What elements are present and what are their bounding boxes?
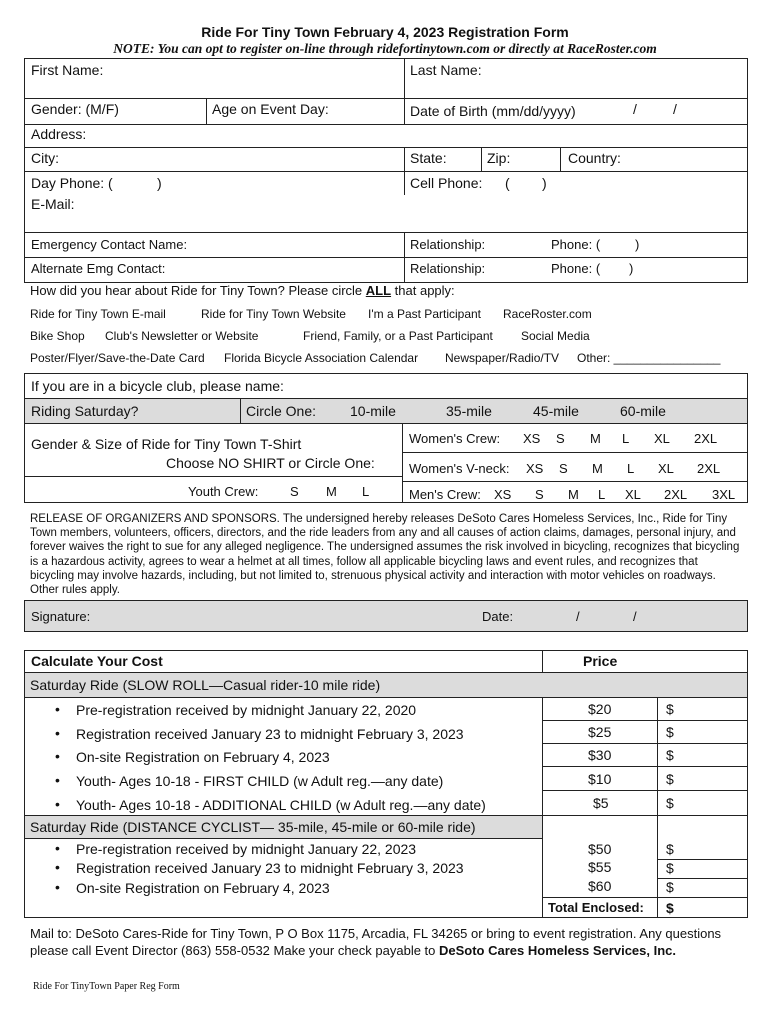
cost-item-amount[interactable]: $ [666, 701, 674, 717]
riding-saturday-label: Riding Saturday? [31, 403, 139, 419]
club-field[interactable]: If you are in a bicycle club, please name: [31, 378, 284, 394]
relationship-field[interactable]: Relationship: [410, 237, 486, 252]
shirt-size[interactable]: M [326, 484, 337, 499]
shirt-size[interactable]: XL [625, 487, 641, 502]
cell-phone-field[interactable]: Cell Phone: [410, 175, 483, 191]
gender-field[interactable]: Gender: (M/F) [31, 101, 119, 117]
day-phone-field[interactable]: Day Phone: ( [31, 175, 113, 191]
hear-question: How did you hear about Ride for Tiny Town? Please circle ALL that apply: [30, 283, 455, 298]
emergency-phone-field[interactable]: Phone: ( [551, 237, 601, 252]
hear-option[interactable]: RaceRoster.com [503, 307, 592, 321]
cost-item-label: Youth- Ages 10-18 - ADDITIONAL CHILD (w Adult reg.—any date) [76, 797, 486, 813]
release-text: RELEASE OF ORGANIZERS AND SPONSORS. The undersigned hereby releases DeSoto Cares Homeless Services, Inc., Ride for Tiny Town members, volunteers, officers, directors, and the ride leaders from any and all causes of action claims, damages, personal injury, and forever waives the right to sue for any alleged negligence. The undersigned assumes the risk involved in bicycling, recognizes that bicycling is a hazardous activity, agrees to wear a helmet at all times, follow all applicable bicycling laws and event rules, and recognizes that bicycling may involve hazards, including, but not limited to, strenuous physical activity and interaction with motor vehicles on roadways. Other rules apply. [30, 513, 740, 597]
day-phone-close: ) [157, 175, 162, 191]
cost-item-price: $30 [588, 747, 612, 763]
country-field[interactable]: Country: [568, 150, 621, 166]
ride-option-35[interactable]: 35-mile [446, 403, 492, 419]
cost-item-label: On-site Registration on February 4, 2023 [76, 880, 330, 896]
shirt-size[interactable]: M [568, 487, 579, 502]
circle-one-label: Circle One: [246, 403, 317, 419]
womens-vneck-label: Women's V-neck: [409, 461, 510, 476]
shirt-size[interactable]: M [592, 461, 603, 476]
first-name-field[interactable]: First Name: [31, 62, 104, 78]
hear-option[interactable]: I'm a Past Participant [368, 307, 482, 321]
alternate-contact-field[interactable]: Alternate Emg Contact: [31, 261, 166, 276]
youth-crew-label: Youth Crew: [188, 484, 259, 499]
total-enclosed-amount[interactable]: $ [666, 900, 674, 916]
cost-item-label: Registration received January 23 to midnight February 3, 2023 [76, 726, 464, 742]
hear-option[interactable]: Newspaper/Radio/TV [445, 351, 560, 365]
signature-date-field[interactable]: Date: [482, 609, 514, 624]
shirt-label-line1: Gender & Size of Ride for Tiny Town T-Shirt [31, 436, 302, 452]
ride-option-60[interactable]: 60-mile [620, 403, 666, 419]
city-field[interactable]: City: [31, 150, 59, 166]
total-enclosed-label: Total Enclosed: [548, 900, 644, 915]
mens-crew-label: Men's Crew: [409, 487, 481, 502]
cost-item-label: Youth- Ages 10-18 - FIRST CHILD (w Adult reg.—any date) [76, 773, 444, 789]
shirt-size[interactable]: L [627, 461, 635, 476]
cost-item-amount[interactable]: $ [666, 747, 674, 763]
bullet: • [55, 859, 60, 875]
cost-item-amount[interactable]: $ [666, 724, 674, 740]
date-slash: / [576, 609, 580, 624]
cost-item-amount[interactable]: $ [666, 841, 674, 857]
bullet: • [55, 772, 60, 788]
shirt-size[interactable]: L [622, 431, 630, 446]
cost-item-amount[interactable]: $ [666, 795, 674, 811]
cost-item-price: $5 [593, 795, 609, 811]
shirt-size[interactable]: M [590, 431, 601, 446]
ride-option-10[interactable]: 10-mile [350, 403, 396, 419]
shirt-label-line2: Choose NO SHIRT or Circle One: [166, 455, 375, 471]
online-note: NOTE: You can opt to register on-line through ridefortinytown.com or directly at RaceRoster.com [113, 41, 657, 56]
cost-item-price: $25 [588, 724, 612, 740]
cost-item-amount[interactable]: $ [666, 771, 674, 787]
shirt-size[interactable]: S [535, 487, 544, 502]
womens-crew-label: Women's Crew: [409, 431, 501, 446]
shirt-size[interactable]: XL [658, 461, 674, 476]
dob-field[interactable]: Date of Birth (mm/dd/yyyy) [410, 103, 576, 119]
hear-option[interactable]: Poster/Flyer/Save-the-Date Card [30, 351, 205, 365]
hear-option[interactable]: Florida Bicycle Association Calendar [224, 351, 419, 365]
shirt-size[interactable]: 2XL [697, 461, 721, 476]
signature-bar [24, 600, 748, 632]
hear-option-other[interactable]: Other: ________________ [577, 351, 721, 365]
address-field[interactable]: Address: [31, 126, 87, 142]
email-field[interactable]: E-Mail: [31, 196, 75, 212]
shirt-size[interactable]: 2XL [694, 431, 718, 446]
distance-heading: Saturday Ride (DISTANCE CYCLIST— 35-mile, 45-mile or 60-mile ride) [30, 819, 476, 835]
shirt-size[interactable]: XL [654, 431, 670, 446]
hear-option[interactable]: Ride for Tiny Town Website [201, 307, 346, 321]
hear-option[interactable]: Bike Shop [30, 329, 85, 343]
shirt-size[interactable]: L [598, 487, 606, 502]
signature-field[interactable]: Signature: [31, 609, 91, 624]
footer-text: Ride For TinyTown Paper Reg Form [33, 981, 180, 992]
shirt-size[interactable]: XS [526, 461, 544, 476]
price-header: Price [583, 653, 618, 669]
bullet: • [55, 701, 60, 717]
ride-option-45[interactable]: 45-mile [533, 403, 579, 419]
hear-option[interactable]: Social Media [521, 329, 590, 343]
shirt-size[interactable]: S [556, 431, 565, 446]
cost-item-amount[interactable]: $ [666, 879, 674, 895]
bullet: • [55, 748, 60, 764]
hear-option[interactable]: Club's Newsletter or Website [105, 329, 259, 343]
cost-item-amount[interactable]: $ [666, 860, 674, 876]
relationship-field-2[interactable]: Relationship: [410, 261, 486, 276]
cost-item-price: $60 [588, 878, 612, 894]
cost-item-price: $20 [588, 701, 612, 717]
emergency-contact-field[interactable]: Emergency Contact Name: [31, 237, 188, 252]
cost-item-label: On-site Registration on February 4, 2023 [76, 749, 330, 765]
zip-field[interactable]: Zip: [487, 150, 511, 166]
bullet: • [55, 879, 60, 895]
date-slash: / [633, 609, 637, 624]
mail-instructions: Mail to: DeSoto Cares-Ride for Tiny Town, P O Box 1175, Arcadia, FL 34265 or bring to event registration. Any questions please call Event Director (863) 558-0532 Make your check payable to DeSoto Cares Homeless Services, Inc. [30, 926, 722, 958]
bullet: • [55, 725, 60, 741]
cost-item-price: $50 [588, 841, 612, 857]
cost-item-label: Pre-registration received by midnight January 22, 2020 [76, 702, 417, 718]
dob-slash: / [633, 101, 637, 117]
slow-roll-heading: Saturday Ride (SLOW ROLL—Casual rider-10 mile ride) [30, 677, 381, 693]
cost-item-label: Registration received January 23 to midnight February 3, 2023 [76, 860, 464, 876]
dob-slash: / [673, 101, 677, 117]
last-name-field[interactable]: Last Name: [410, 62, 482, 78]
cell-phone-close: ) [542, 175, 547, 191]
cost-header: Calculate Your Cost [31, 653, 163, 669]
state-field[interactable]: State: [410, 150, 447, 166]
hear-option[interactable]: Ride for Tiny Town E-mail [30, 307, 166, 321]
shirt-size[interactable]: S [290, 484, 299, 499]
cell-phone-open: ( [505, 175, 510, 191]
shirt-size[interactable]: L [362, 484, 370, 499]
page-title: Ride For Tiny Town February 4, 2023 Registration Form [201, 24, 569, 40]
shirt-size[interactable]: 3XL [712, 487, 736, 502]
phone-close: ) [635, 237, 640, 252]
cost-item-price: $55 [588, 859, 612, 875]
hear-option[interactable]: Friend, Family, or a Past Participant [303, 329, 493, 343]
bullet: • [55, 796, 60, 812]
shirt-size[interactable]: XS [523, 431, 541, 446]
cost-item-price: $10 [588, 771, 612, 787]
shirt-size[interactable]: XS [494, 487, 512, 502]
cost-item-label: Pre-registration received by midnight January 22, 2023 [76, 841, 417, 857]
alternate-phone-field[interactable]: Phone: ( [551, 261, 601, 276]
shirt-size[interactable]: S [559, 461, 568, 476]
shirt-size[interactable]: 2XL [664, 487, 688, 502]
phone-close: ) [629, 261, 634, 276]
bullet: • [55, 840, 60, 856]
age-field[interactable]: Age on Event Day: [212, 101, 329, 117]
